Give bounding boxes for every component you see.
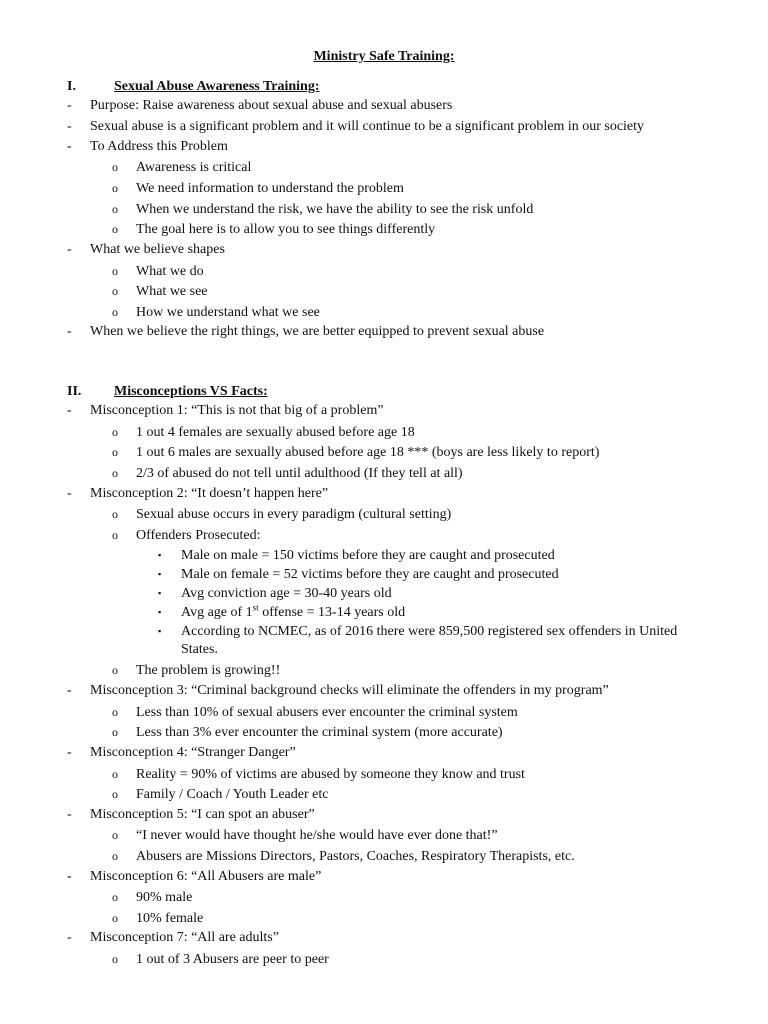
list-item: - Misconception 2: “It doesn’t happen here” xyxy=(67,486,329,501)
sub-list-item: o What we do xyxy=(112,264,204,279)
list-item: - Misconception 4: “Stranger Danger” xyxy=(67,745,296,760)
sub-list-item: o Abusers are Missions Directors, Pastors, Coaches, Respiratory Therapists, etc. xyxy=(112,849,575,864)
section-heading-1 xyxy=(67,78,320,96)
sub-list-item: o Less than 10% of sexual abusers ever encounter the criminal system xyxy=(112,705,518,720)
list-item: - Misconception 6: “All Abusers are male” xyxy=(67,869,322,884)
sub-list-item: o “I never would have thought he/she would have ever done that!” xyxy=(112,828,498,843)
sub-list-item: o Offenders Prosecuted: xyxy=(112,528,261,543)
sub-list-item: o The goal here is to allow you to see things differently xyxy=(112,222,436,237)
bullet-item: ▪ Avg age of 1st offense = 13-14 years old xyxy=(158,602,406,620)
sub-list-item: o What we see xyxy=(112,284,208,299)
bullet-item: ▪ Male on female = 52 victims before they are caught and prosecuted xyxy=(158,567,559,582)
list-item: - Misconception 3: “Criminal background checks will eliminate the offenders in my program” xyxy=(67,683,609,698)
list-item: - Misconception 1: “This is not that big of a problem” xyxy=(67,403,384,418)
bullet-item: ▪ According to NCMEC, as of 2016 there were 859,500 registered sex offenders in United xyxy=(158,624,678,639)
section-heading-2 xyxy=(67,383,268,401)
sub-list-item: o Less than 3% ever encounter the criminal system (more accurate) xyxy=(112,725,503,740)
list-item: - When we believe the right things, we are better equipped to prevent sexual abuse xyxy=(67,324,545,339)
section-title: Misconceptions VS Facts: xyxy=(114,384,268,399)
sub-list-item: o 1 out 4 females are sexually abused before age 18 xyxy=(112,425,415,440)
sub-list-item: o We need information to understand the problem xyxy=(112,181,404,196)
sub-list-item: o 10% female xyxy=(112,911,204,926)
sub-list-item: o How we understand what we see xyxy=(112,305,320,320)
section-number: I. xyxy=(67,79,76,94)
sub-list-item: o 90% male xyxy=(112,890,193,905)
section-title: Sexual Abuse Awareness Training: xyxy=(114,79,320,94)
list-item: - To Address this Problem xyxy=(67,139,228,154)
section-number: II. xyxy=(67,384,82,399)
list-item: - Misconception 7: “All are adults” xyxy=(67,930,279,945)
sub-list-item: o 1 out of 3 Abusers are peer to peer xyxy=(112,952,329,967)
list-item: - What we believe shapes xyxy=(67,242,225,257)
sub-list-item: o The problem is growing!! xyxy=(112,663,281,678)
list-item: - Sexual abuse is a significant problem and it will continue to be a significant problem in our society xyxy=(67,119,645,134)
list-item: - Misconception 5: “I can spot an abuser” xyxy=(67,807,315,822)
sub-list-item: o Family / Coach / Youth Leader etc xyxy=(112,787,329,802)
list-item: - Purpose: Raise awareness about sexual abuse and sexual abusers xyxy=(67,98,453,113)
sub-list-item: o Sexual abuse occurs in every paradigm (cultural setting) xyxy=(112,507,452,522)
page-title: Ministry Safe Training: xyxy=(313,49,455,64)
sub-list-item: o Awareness is critical xyxy=(112,160,252,175)
bullet-item: ▪ Male on male = 150 victims before they are caught and prosecuted xyxy=(158,548,555,563)
bullet-item-continuation: States. xyxy=(181,642,218,657)
bullet-item: ▪ Avg conviction age = 30-40 years old xyxy=(158,586,392,601)
sub-list-item: o When we understand the risk, we have the ability to see the risk unfold xyxy=(112,202,534,217)
sub-list-item: o Reality = 90% of victims are abused by someone they know and trust xyxy=(112,767,525,782)
sub-list-item: o 1 out 6 males are sexually abused before age 18 *** (boys are less likely to report) xyxy=(112,445,600,460)
sub-list-item: o 2/3 of abused do not tell until adulthood (If they tell at all) xyxy=(112,466,463,481)
